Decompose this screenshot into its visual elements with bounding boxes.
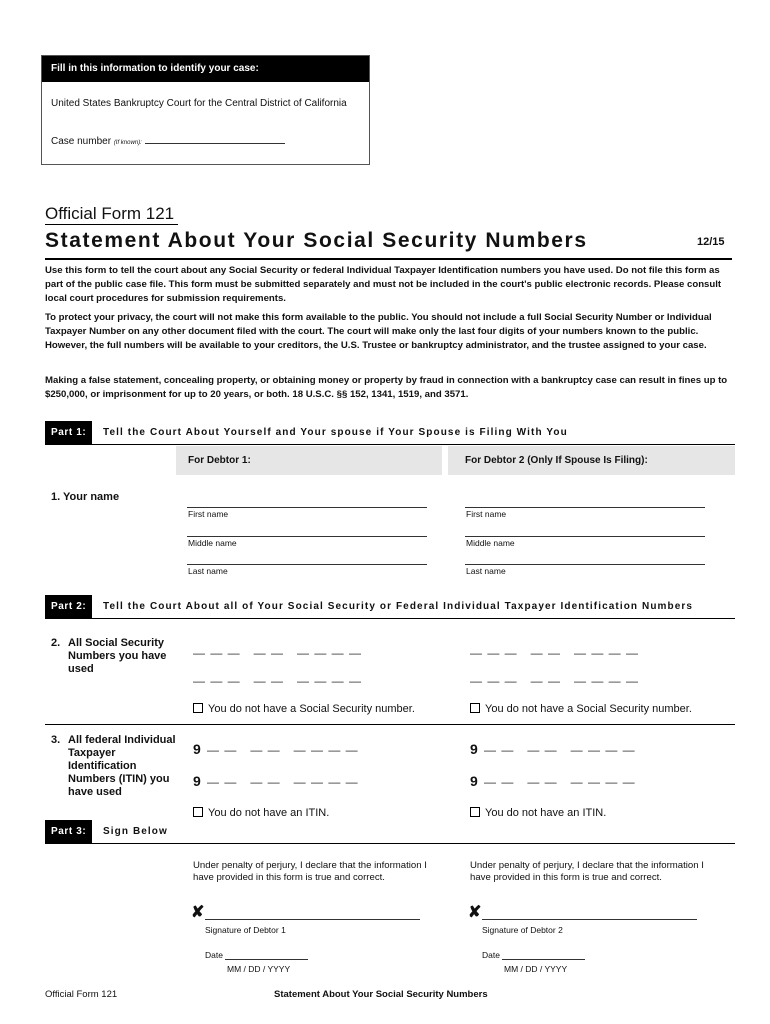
form-number: Official Form 121 — [45, 204, 178, 225]
debtor1-declaration: Under penalty of perjury, I declare that the information I have provided in this form is true and correct. — [193, 860, 427, 883]
intro-paragraph: Use this form to tell the court about any Social Security or federal Individual Taxpayer Identification numbers you have used. Do not file this form as part of the public case file. This form must be submitted separately and must not be included in the court's public electronic records. Please consult local court procedures for submission requirements. — [45, 265, 722, 304]
debtor1-date-label: Date — [205, 950, 223, 960]
part3-title: Sign Below — [103, 826, 168, 837]
debtor1-signature-label: Signature of Debtor 1 — [205, 925, 286, 935]
debtor2-declaration: Under penalty of perjury, I declare that the information I have provided in this form is true and correct. — [470, 860, 704, 883]
question-2-label: All Social Security Numbers you have used — [68, 637, 167, 675]
part3-header — [45, 820, 735, 844]
part2-header — [45, 595, 735, 619]
debtor1-signature-field[interactable] — [205, 918, 420, 920]
checkbox-icon[interactable] — [193, 703, 203, 713]
case-info-header: Fill in this information to identify your case: — [42, 56, 369, 82]
middle-name-label: Middle name — [188, 538, 237, 548]
court-name: United States Bankruptcy Court for the Central District of California — [51, 98, 347, 109]
title-divider — [45, 258, 732, 260]
case-number-hint: (If known): — [113, 140, 142, 146]
debtor2-first-name-field[interactable] — [465, 506, 705, 508]
sign-here-icon: ✘ — [468, 904, 482, 921]
part1-badge: Part 1: — [45, 421, 92, 445]
case-number-row — [51, 134, 285, 147]
case-number-label: Case number — [51, 136, 112, 147]
debtor1-itin-field-2[interactable]: — — — — — — — — — [207, 775, 359, 789]
part2-badge: Part 2: — [45, 595, 92, 619]
part3-badge: Part 3: — [45, 820, 92, 844]
debtor2-ssn-field[interactable]: — — — — — — — — — — [470, 646, 640, 660]
last-name-label: Last name — [188, 566, 228, 576]
page-title: Statement About Your Social Security Numbers — [45, 229, 588, 252]
debtor1-ssn-field[interactable]: — — — — — — — — — — [193, 646, 363, 660]
debtor2-signature-field[interactable] — [482, 918, 697, 920]
debtor1-itin-field[interactable]: — — — — — — — — — [207, 743, 359, 757]
no-ssn-label: You do not have a Social Security number. — [485, 703, 692, 715]
checkbox-icon[interactable] — [470, 807, 480, 817]
debtor1-date-format: MM / DD / YYYY — [227, 964, 291, 974]
checkbox-icon[interactable] — [470, 703, 480, 713]
question-3-label: All federal Individual Taxpayer Identification Numbers (ITIN) you have used — [68, 734, 176, 798]
debtor2-middle-name-field[interactable] — [465, 535, 705, 537]
debtor2-ssn-field-2[interactable]: — — — — — — — — — — [470, 674, 640, 688]
debtor2-no-ssn-checkbox[interactable] — [470, 703, 692, 715]
debtor-column-header — [176, 446, 735, 475]
debtor1-date-field[interactable] — [225, 958, 308, 960]
debtor2-last-name-field[interactable] — [465, 563, 705, 565]
debtor1-ssn-field-2[interactable]: — — — — — — — — — — [193, 674, 363, 688]
first-name-label: First name — [466, 509, 507, 519]
debtor2-column-label: For Debtor 2 (Only If Spouse Is Filing): — [465, 455, 648, 466]
fraud-warning-paragraph: Making a false statement, concealing property, or obtaining money or property by fraud in connection with a bankruptcy case can result in fines up to $250,000, or imprisonment for up to 20 years, or both. 18 U.S.C. §§ 152, 1341, 1519, and 3571. — [45, 375, 728, 400]
debtor1-middle-name-field[interactable] — [187, 535, 427, 537]
debtor2-no-itin-checkbox[interactable] — [470, 807, 606, 819]
middle-name-label: Middle name — [466, 538, 515, 548]
no-itin-label: You do not have an ITIN. — [485, 807, 607, 819]
no-ssn-label: You do not have a Social Security number. — [208, 703, 415, 715]
debtor2-date-field[interactable] — [502, 958, 585, 960]
debtor2-date-label: Date — [482, 950, 500, 960]
case-info-box — [41, 55, 370, 165]
part1-header — [45, 421, 735, 445]
debtor1-no-itin-checkbox[interactable] — [193, 807, 329, 819]
no-itin-label: You do not have an ITIN. — [208, 807, 330, 819]
first-name-label: First name — [188, 509, 229, 519]
form-date: 12/15 — [697, 236, 725, 248]
debtor2-itin-field-2[interactable]: — — — — — — — — — [484, 775, 636, 789]
debtor1-column-label: For Debtor 1: — [188, 455, 251, 466]
debtor2-signature-label: Signature of Debtor 2 — [482, 925, 563, 935]
sign-here-icon: ✘ — [191, 904, 205, 921]
debtor2-date-format: MM / DD / YYYY — [504, 964, 568, 974]
part2-title: Tell the Court About all of Your Social Security or Federal Individual Taxpayer Identification Numbers — [103, 601, 694, 612]
question-2-number: 2. — [51, 637, 61, 649]
question-1-label: 1. Your name — [51, 491, 120, 503]
debtor1-itin-prefix: 9 — [193, 741, 201, 757]
footer-form-title: Statement About Your Social Security Numbers — [274, 989, 488, 1000]
debtor1-first-name-field[interactable] — [187, 506, 427, 508]
case-number-field[interactable] — [145, 134, 285, 144]
part1-title: Tell the Court About Yourself and Your spouse if Your Spouse is Filing With You — [103, 427, 568, 438]
debtor1-itin-prefix-2: 9 — [193, 773, 201, 789]
checkbox-icon[interactable] — [193, 807, 203, 817]
debtor2-itin-prefix: 9 — [470, 741, 478, 757]
debtor2-itin-prefix-2: 9 — [470, 773, 478, 789]
debtor1-no-ssn-checkbox[interactable] — [193, 703, 415, 715]
question-3-number: 3. — [51, 734, 61, 746]
last-name-label: Last name — [466, 566, 506, 576]
debtor1-last-name-field[interactable] — [187, 563, 427, 565]
row-divider — [45, 724, 735, 725]
debtor2-itin-field[interactable]: — — — — — — — — — [484, 743, 636, 757]
footer-form-number: Official Form 121 — [45, 989, 118, 1000]
privacy-paragraph: To protect your privacy, the court will not make this form available to the public. You should not include a full Social Security Number or Individual Taxpayer Number on any other document filed with the court. The court will make only the last four digits of your numbers known to the public. However, the full numbers will be available to your creditors, the U.S. Trustee or bankruptcy administrator, and the trustee assigned to your case. — [45, 312, 712, 351]
